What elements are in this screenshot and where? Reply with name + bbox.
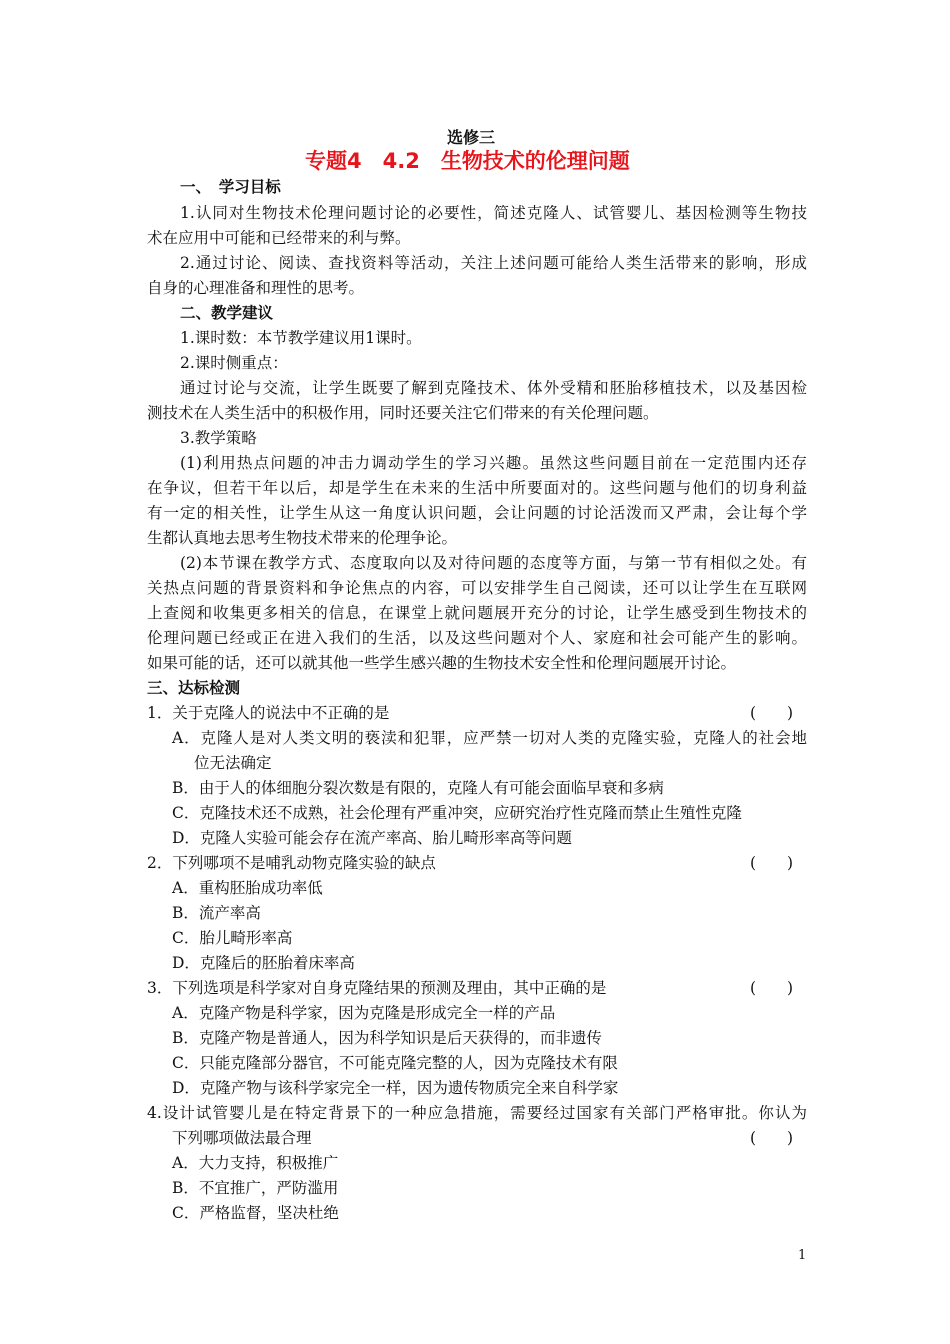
strategy1-line2: 在争议，但若干年以后，却是学生在未来的生活中所要面对的。这些问题与他们的切身利益 (147, 479, 807, 497)
objective-2-line2: 自身的心理准备和理性的思考。 (147, 279, 365, 297)
question-1-option-a-line1: A．克隆人是对人类文明的亵渎和犯罪，应严禁一切对人类的克隆实验，克隆人的社会地 (172, 729, 807, 747)
question-2-option-b: B．流产率高 (172, 904, 261, 922)
objective-2-line1: 2.通过讨论、阅读、查找资料等活动，关注上述问题可能给人类生活带来的影响，形成 (180, 254, 807, 272)
strategy1-line4: 生都认真地去思考生物技术带来的伦理争论。 (147, 529, 458, 547)
focus-line2: 测技术在人类生活中的积极作用，同时还要关注它们带来的有关伦理问题。 (147, 404, 659, 422)
strategy2-line1: (2)本节课在教学方式、态度取向以及对待问题的态度等方面，与第一节有相似之处。有 (180, 554, 807, 572)
section2-heading: 二、教学建议 (180, 304, 274, 322)
strategy2-line3: 上查阅和收集更多相关的信息，在课堂上就问题展开充分的讨论，让学生感受到生物技术的 (147, 604, 807, 622)
focus-label: 2.课时侧重点： (180, 354, 288, 372)
question-3-answer-blank: ( ) (750, 979, 794, 997)
question-4-answer-blank: ( ) (750, 1129, 794, 1147)
question-2-option-c: C．胎儿畸形率高 (172, 929, 293, 947)
question-1-option-a-line2: 位无法确定 (194, 754, 272, 772)
question-3-option-a: A．克隆产物是科学家，因为克隆是形成完全一样的产品 (172, 1004, 556, 1022)
question-4-stem-line2: 下列哪项做法最合理 (172, 1129, 312, 1147)
question-3-option-c: C．只能克隆部分器官，不可能克隆完整的人，因为克隆技术有限 (172, 1054, 618, 1072)
strategy2-line2: 关热点问题的背景资料和争论焦点的内容，可以安排学生自己阅读，还可以让学生在互联网 (147, 579, 807, 597)
strategy1-line1: (1)利用热点问题的冲击力调动学生的学习兴趣。虽然这些问题目前在一定范围内还存 (180, 454, 807, 472)
question-1-option-d: D．克隆人实验可能会存在流产率高、胎儿畸形率高等问题 (172, 829, 572, 847)
strategy-label: 3.教学策略 (180, 429, 257, 447)
question-1-answer-blank: ( ) (750, 704, 794, 722)
question-2-stem: 2．下列哪项不是哺乳动物克隆实验的缺点 (147, 854, 436, 872)
class-hours: 1.课时数：本节教学建议用1课时。 (180, 329, 422, 347)
question-2-answer-blank: ( ) (750, 854, 794, 872)
strategy1-line3: 有一定的相关性，让学生从这一角度认识问题，会让问题的讨论活泼而又严肃，会让每个学 (147, 504, 807, 522)
question-1-option-b: B．由于人的体细胞分裂次数是有限的，克隆人有可能会面临早衰和多病 (172, 779, 664, 797)
course-label: 选修三 (447, 128, 496, 147)
question-4-option-c: C．严格监督，坚决杜绝 (172, 1204, 339, 1222)
objective-1-line1: 1.认同对生物技术伦理问题讨论的必要性，简述克隆人、试管婴儿、基因检测等生物技 (180, 204, 807, 222)
objective-1-line2: 术在应用中可能和已经带来的利与弊。 (147, 229, 411, 247)
page-number: 1 (798, 1248, 807, 1263)
question-4-option-b: B．不宜推广，严防滥用 (172, 1179, 339, 1197)
focus-line1: 通过讨论与交流，让学生既要了解到克隆技术、体外受精和胚胎移植技术，以及基因检 (180, 379, 807, 397)
section1-heading: 一、 学习目标 (180, 178, 281, 196)
section3-heading: 三、达标检测 (147, 679, 241, 697)
question-2-option-d: D．克隆后的胚胎着床率高 (172, 954, 355, 972)
question-3-stem: 3．下列选项是科学家对自身克隆结果的预测及理由，其中正确的是 (147, 979, 607, 997)
question-4-option-a: A．大力支持，积极推广 (172, 1154, 339, 1172)
question-2-option-a: A．重构胚胎成功率低 (172, 879, 323, 897)
strategy2-line4: 伦理问题已经或正在进入我们的生活，以及这些问题对个人、家庭和社会可能产生的影响。 (147, 629, 807, 647)
question-4-stem-line1: 4.设计试管婴儿是在特定背景下的一种应急措施，需要经过国家有关部门严格审批。你认为 (147, 1104, 807, 1122)
question-3-option-b: B．克隆产物是普通人，因为科学知识是后天获得的，而非遗传 (172, 1029, 602, 1047)
question-1-stem: 1．关于克隆人的说法中不正确的是 (147, 704, 390, 722)
strategy2-line5: 如果可能的话，还可以就其他一些学生感兴趣的生物技术安全性和伦理问题展开讨论。 (147, 654, 737, 672)
question-3-option-d: D．克隆产物与该科学家完全一样，因为遗传物质完全来自科学家 (172, 1079, 619, 1097)
page-title: 专题4 4.2 生物技术的伦理问题 (305, 149, 630, 173)
question-1-option-c: C．克隆技术还不成熟，社会伦理有严重冲突，应研究治疗性克隆而禁止生殖性克隆 (172, 804, 742, 822)
